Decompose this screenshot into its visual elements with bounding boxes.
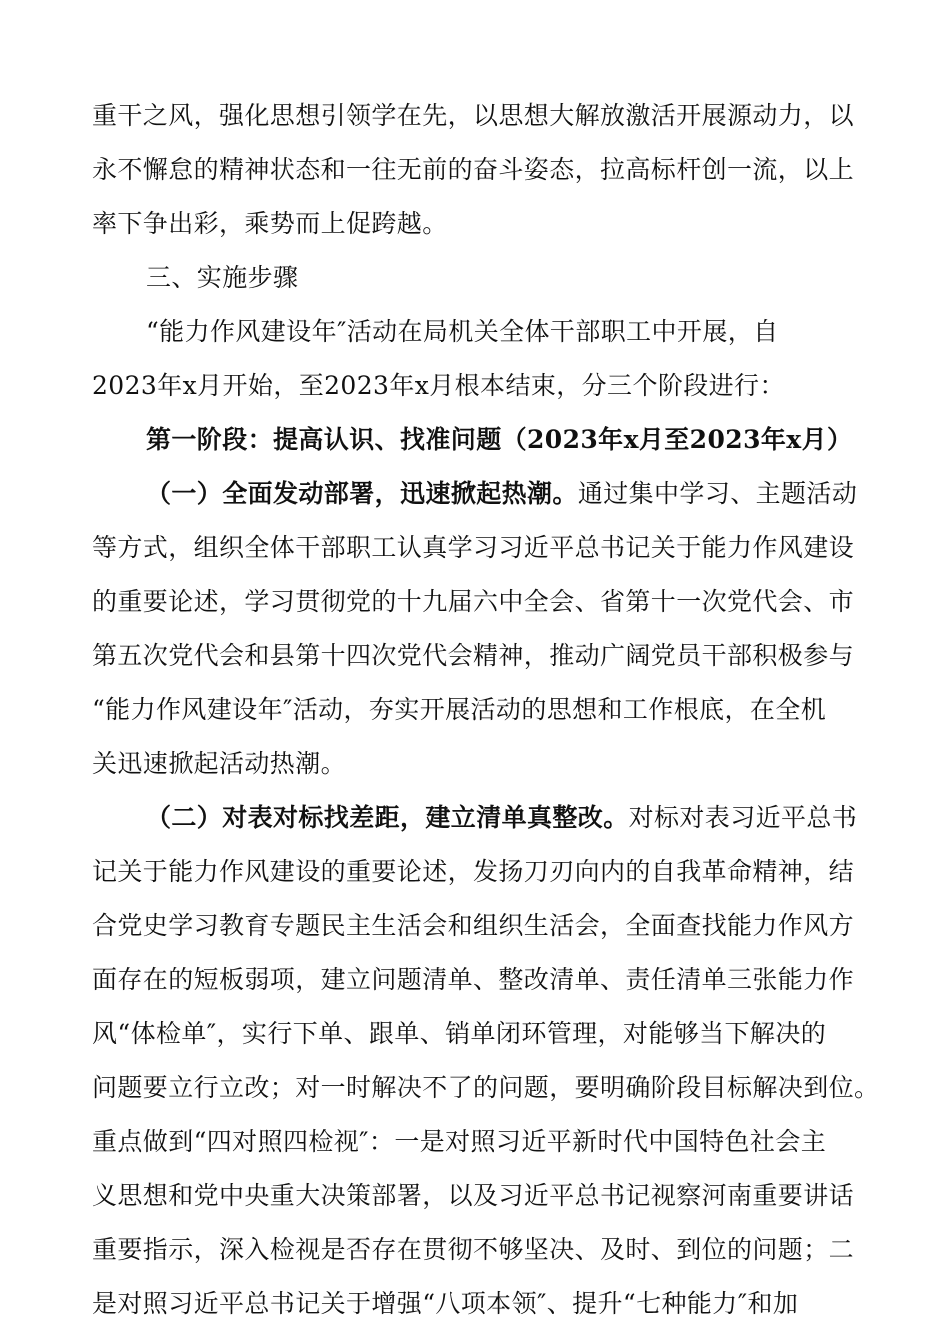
body-line: 关迅速掀起活动热潮。 (92, 749, 347, 778)
subheading-run: （二）对表对标找差距，建立清单真整改。 (146, 803, 629, 832)
body-line: 重点做到“四对照四检视″：一是对照习近平新时代中国特色社会主 (92, 1127, 827, 1156)
body-line: 问题要立行立改；对一时解决不了的问题，要明确阶段目标解决到位。 (92, 1073, 880, 1102)
body-line: 义思想和党中央重大决策部署，以及习近平总书记视察河南重要讲话 (92, 1181, 855, 1210)
body-line: 风“体检单″，实行下单、跟单、销单闭环管理，对能够当下解决的 (92, 1019, 827, 1048)
body-line: 等方式，组织全体干部职工认真学习习近平总书记关于能力作风建设 (92, 533, 855, 562)
body-line: 面存在的短板弱项，建立问题清单、整改清单、责任清单三张能力作 (92, 965, 855, 994)
body-line: “能力作风建设年″活动，夯实开展活动的思想和工作根底，在全机 (92, 695, 827, 724)
body-line: 的重要论述，学习贯彻党的十九届六中全会、省第十一次党代会、市 (92, 587, 855, 616)
body-line: 重干之风，强化思想引领学在先，以思想大解放激活开展源动力，以 (92, 101, 855, 130)
stage-heading: 第一阶段：提高认识、找准问题（2023年x月至2023年x月） (146, 425, 853, 454)
body-line (146, 803, 950, 833)
body-line: “能力作风建设年″活动在局机关全体干部职工中开展，自 (146, 317, 779, 346)
body-line: 第五次党代会和县第十四次党代会精神，推动广阔党员干部积极参与 (92, 641, 855, 670)
subheading-run: （一）全面发动部署，迅速掀起热潮。 (146, 479, 578, 508)
body-text-run: 对标对表习近平总书 (628, 803, 858, 832)
body-line: 重要指示，深入检视是否存在贯彻不够坚决、及时、到位的问题；二 (92, 1235, 855, 1264)
body-line: 率下争出彩，乘势而上促跨越。 (92, 209, 448, 238)
body-line (146, 479, 950, 509)
body-line: 永不懈怠的精神状态和一往无前的奋斗姿态，拉高标杆创一流，以上 (92, 155, 855, 184)
body-text-run: 通过集中学习、主题活动 (577, 479, 858, 508)
body-line: 2023年x月开始，至2023年x月根本结束，分三个阶段进行： (92, 371, 785, 400)
body-line: 是对照习近平总书记关于增强“八项本领″、提升“七种能力″和加 (92, 1289, 799, 1318)
section-heading: 三、实施步骤 (146, 263, 299, 292)
body-line: 记关于能力作风建设的重要论述，发扬刀刃向内的自我革命精神，结 (92, 857, 855, 886)
body-line: 合党史学习教育专题民主生活会和组织生活会，全面查找能力作风方 (92, 911, 855, 940)
